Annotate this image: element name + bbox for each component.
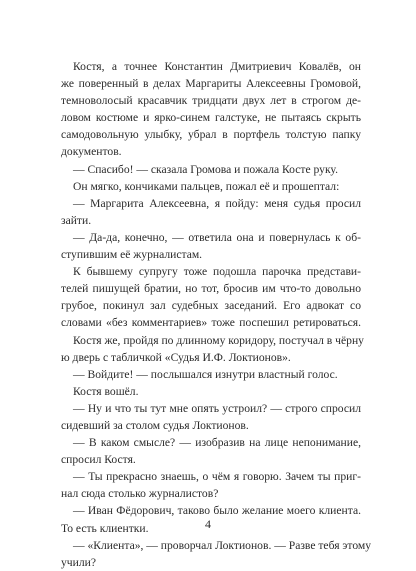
text-line: учили? xyxy=(61,555,96,569)
text-line: — Ты прекрасно знаешь, о чём я говорю. Зачем ты приг- xyxy=(73,470,361,484)
text-line: — Маргарита Алексеевна, я пойду: меня судья просил xyxy=(73,196,361,210)
text-line: словами «без комментариев» тоже поспешил ретироваться. xyxy=(61,316,361,330)
text-line: же поверенный в делах Маргариты Алексеевны Громовой, xyxy=(61,77,361,91)
text-line: телей пишущей братии, но тот, бросив им что-то довольно xyxy=(61,282,361,296)
text-line: — «Клиента», — проворчал Локтионов. — Разве тебя этому xyxy=(73,538,372,552)
text-line: — Ну и что ты тут мне опять устроил? — строго спросил xyxy=(73,401,361,415)
text-line: темноволосый красавчик тридцати двух лет в строгом де- xyxy=(61,94,361,108)
text-line: — Да-да, конечно, — ответила она и повернулась к об- xyxy=(73,230,361,244)
text-line: сидевший за столом судья Локтионов. xyxy=(61,418,249,432)
text-line: — Спасибо! — сказала Громова и пожала Косте руку. xyxy=(73,162,338,176)
text-line: Костя же, пройдя по длинному коридору, постучал в чёрну xyxy=(73,333,364,347)
text-line: То есть клиентки. xyxy=(61,521,149,535)
text-line: документов. xyxy=(61,145,122,159)
text-line: самодовольную улыбку, убрал в портфель толстую папку xyxy=(61,128,361,142)
text-line: нал сюда столько журналистов? xyxy=(61,487,219,501)
text-line: ступившим её журналистам. xyxy=(61,248,203,262)
text-line: Костя вошёл. xyxy=(73,384,139,398)
text-line: спросил Костя. xyxy=(61,453,136,467)
text-line: К бывшему супругу тоже подошла парочка представи- xyxy=(73,265,361,279)
page-number: 4 xyxy=(205,517,211,531)
text-line: ловом костюме и ярко-синем галстуке, не пытаясь скрыть xyxy=(61,111,361,125)
text-line: — Войдите! — послышался изнутри властный голос. xyxy=(73,367,338,381)
text-line: зайти. xyxy=(61,213,92,227)
text-line: грубое, покинул зал судебных заседаний. Его адвокат со xyxy=(61,299,361,313)
text-line: Костя, а точнее Константин Дмитриевич Ковалёв, он xyxy=(73,60,361,73)
text-line: — В каком смысле? — изобразив на лице непонимание, xyxy=(73,436,361,450)
text-line: Он мягко, кончиками пальцев, пожал её и прошептал: xyxy=(73,179,340,193)
text-line: — Иван Фёдорович, таково было желание моего клиента. xyxy=(73,504,361,518)
page-body xyxy=(61,58,372,571)
text-line: ю дверь с табличкой «Судья И.Ф. Локтионов». xyxy=(61,350,291,364)
